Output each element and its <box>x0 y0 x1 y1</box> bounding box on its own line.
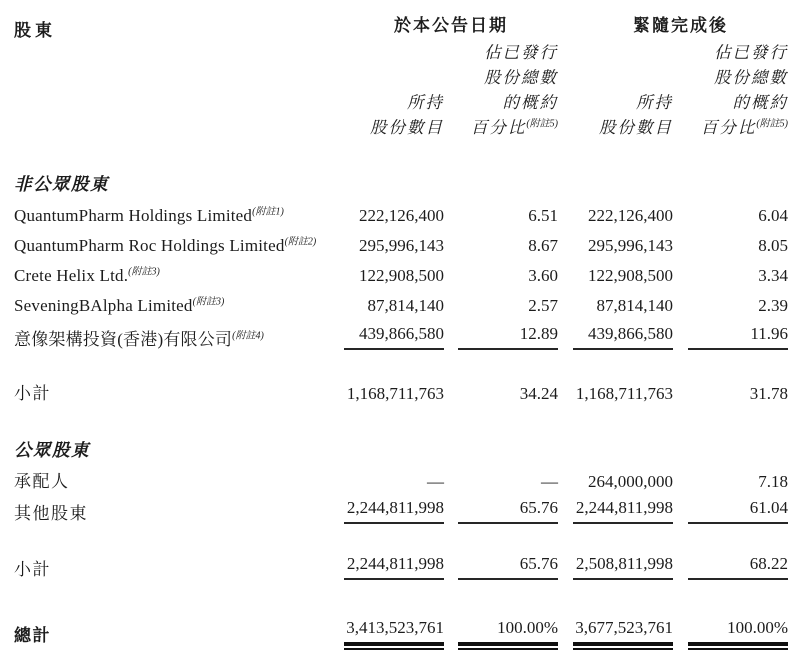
company-name: SeveningBAlpha Limited <box>14 296 193 315</box>
cell-pct-now: 2.57 <box>528 296 558 315</box>
shareholder-name <box>14 325 344 350</box>
subheader-pct-now <box>458 40 558 140</box>
cell-shares-after: 2,508,811,998 <box>573 554 673 580</box>
cell-pct-after: 68.22 <box>688 554 788 580</box>
cell-pct-after: 8.05 <box>758 236 788 255</box>
subheaders-now <box>344 40 558 140</box>
subheader-shares-count: 股份數目 <box>370 118 444 137</box>
subheader-held: 所持 <box>407 93 444 112</box>
row-quantumpharm-holdings <box>14 196 788 226</box>
cell-shares-after: 295,996,143 <box>588 236 673 255</box>
cell-pct-now: 3.60 <box>528 266 558 285</box>
cell-pct-now: 65.76 <box>458 498 558 524</box>
cell-shares-now: 2,244,811,998 <box>344 554 444 580</box>
company-name: QuantumPharm Roc Holdings Limited <box>14 236 285 255</box>
row-section-non-public <box>14 170 788 196</box>
cell-shares-after: 3,677,523,761 <box>573 618 673 646</box>
column-header-shareholder: 股東 <box>14 21 56 40</box>
subheader-issued-1: 佔已發行 <box>714 43 788 62</box>
cell-pct-after: 100.00% <box>688 618 788 646</box>
note-superscript: (附註2) <box>284 236 317 248</box>
row-subtotal-public <box>14 548 788 580</box>
row-total <box>14 614 788 646</box>
subtotal-label: 小計 <box>14 384 51 403</box>
row-placees <box>14 462 788 492</box>
percentage-note-superscript: (附註5) <box>526 118 558 130</box>
row-subtotal-non-public <box>14 374 788 404</box>
column-group-after-completion <box>573 14 788 140</box>
note-superscript: (附註4) <box>232 330 264 342</box>
cell-shares-after: 1,168,711,763 <box>575 384 673 403</box>
subheader-held: 所持 <box>636 93 673 112</box>
subheader-percentage <box>688 115 788 140</box>
cell-pct-now: 65.76 <box>458 554 558 580</box>
subheader-issued-1: 佔已發行 <box>484 43 558 62</box>
row-section-public <box>14 436 788 462</box>
row-yixiang-jiagou <box>14 316 788 350</box>
subheader-issued-2: 股份總數 <box>484 68 558 87</box>
cell-pct-now: 8.67 <box>528 236 558 255</box>
subheader-shares-now <box>344 40 444 140</box>
subheader-issued-2: 股份總數 <box>714 68 788 87</box>
cell-shares-now: 1,168,711,763 <box>346 384 444 403</box>
table-header <box>14 14 788 140</box>
subtotal-label: 小計 <box>14 560 51 579</box>
note-superscript: (附註3) <box>192 296 225 308</box>
cell-pct-now: 100.00% <box>458 618 558 646</box>
cell-shares-now: — <box>427 472 444 491</box>
note-superscript: (附註1) <box>252 206 284 218</box>
subheader-approx: 的概約 <box>502 93 558 112</box>
row-quantumpharm-roc-holdings <box>14 226 788 256</box>
percentage-note-superscript: (附註5) <box>756 118 788 130</box>
subheader-pct-after <box>688 40 788 140</box>
subheader-shares-count: 股份數目 <box>599 118 673 137</box>
note-superscript: (附註3) <box>128 266 160 278</box>
cell-pct-after: 61.04 <box>688 498 788 524</box>
cell-pct-after: 31.78 <box>749 384 788 403</box>
cell-pct-after: 3.34 <box>758 266 788 285</box>
shareholder-name <box>14 236 344 256</box>
company-name: 意像架構投資(香港)有限公司 <box>14 330 233 349</box>
cell-shares-after: 439,866,580 <box>573 324 673 350</box>
percentage-label: 百分比 <box>700 118 757 137</box>
cell-shares-now: 87,814,140 <box>367 296 444 315</box>
cell-shares-after: 2,244,811,998 <box>573 498 673 524</box>
percentage-label: 百分比 <box>470 118 527 137</box>
cell-shares-now: 122,908,500 <box>359 266 444 285</box>
cell-pct-after: 2.39 <box>758 296 788 315</box>
shareholder-name: 其他股東 <box>14 504 88 523</box>
shareholder-name: 承配人 <box>14 472 70 491</box>
cell-shares-now: 222,126,400 <box>359 206 444 225</box>
cell-shares-now: 2,244,811,998 <box>344 498 444 524</box>
cell-pct-now: 34.24 <box>519 384 558 403</box>
row-other-shareholders <box>14 492 788 524</box>
group-title-as-of-announcement: 於本公告日期 <box>394 16 508 35</box>
cell-pct-after: 11.96 <box>688 324 788 350</box>
subheaders-after <box>573 40 788 140</box>
subheader-shares-after <box>573 40 673 140</box>
company-name: QuantumPharm Holdings Limited <box>14 206 253 225</box>
cell-pct-after: 7.18 <box>758 472 788 491</box>
cell-pct-now: 6.51 <box>528 206 558 225</box>
cell-shares-now: 3,413,523,761 <box>344 618 444 646</box>
company-name: Crete Helix Ltd. <box>14 266 129 285</box>
group-title-after-completion: 緊隨完成後 <box>633 16 728 35</box>
shareholder-name <box>14 266 344 286</box>
cell-shares-after: 87,814,140 <box>596 296 673 315</box>
subheader-percentage <box>458 115 558 140</box>
cell-shares-after: 122,908,500 <box>588 266 673 285</box>
cell-shares-now: 295,996,143 <box>359 236 444 255</box>
cell-pct-now: — <box>541 472 558 491</box>
subheader-approx: 的概約 <box>732 93 788 112</box>
cell-shares-after: 264,000,000 <box>588 472 673 491</box>
shareholder-name <box>14 296 344 316</box>
row-sevening-balpha <box>14 286 788 316</box>
cell-pct-now: 12.89 <box>458 324 558 350</box>
column-group-as-of-announcement <box>344 14 558 140</box>
row-crete-helix <box>14 256 788 286</box>
total-label: 總計 <box>14 626 51 645</box>
cell-shares-now: 439,866,580 <box>344 324 444 350</box>
cell-pct-after: 6.04 <box>758 206 788 225</box>
section-label-non-public: 非公眾股東 <box>14 174 109 194</box>
shareholder-name <box>14 206 344 226</box>
section-label-public: 公眾股東 <box>14 440 90 460</box>
cell-shares-after: 222,126,400 <box>588 206 673 225</box>
